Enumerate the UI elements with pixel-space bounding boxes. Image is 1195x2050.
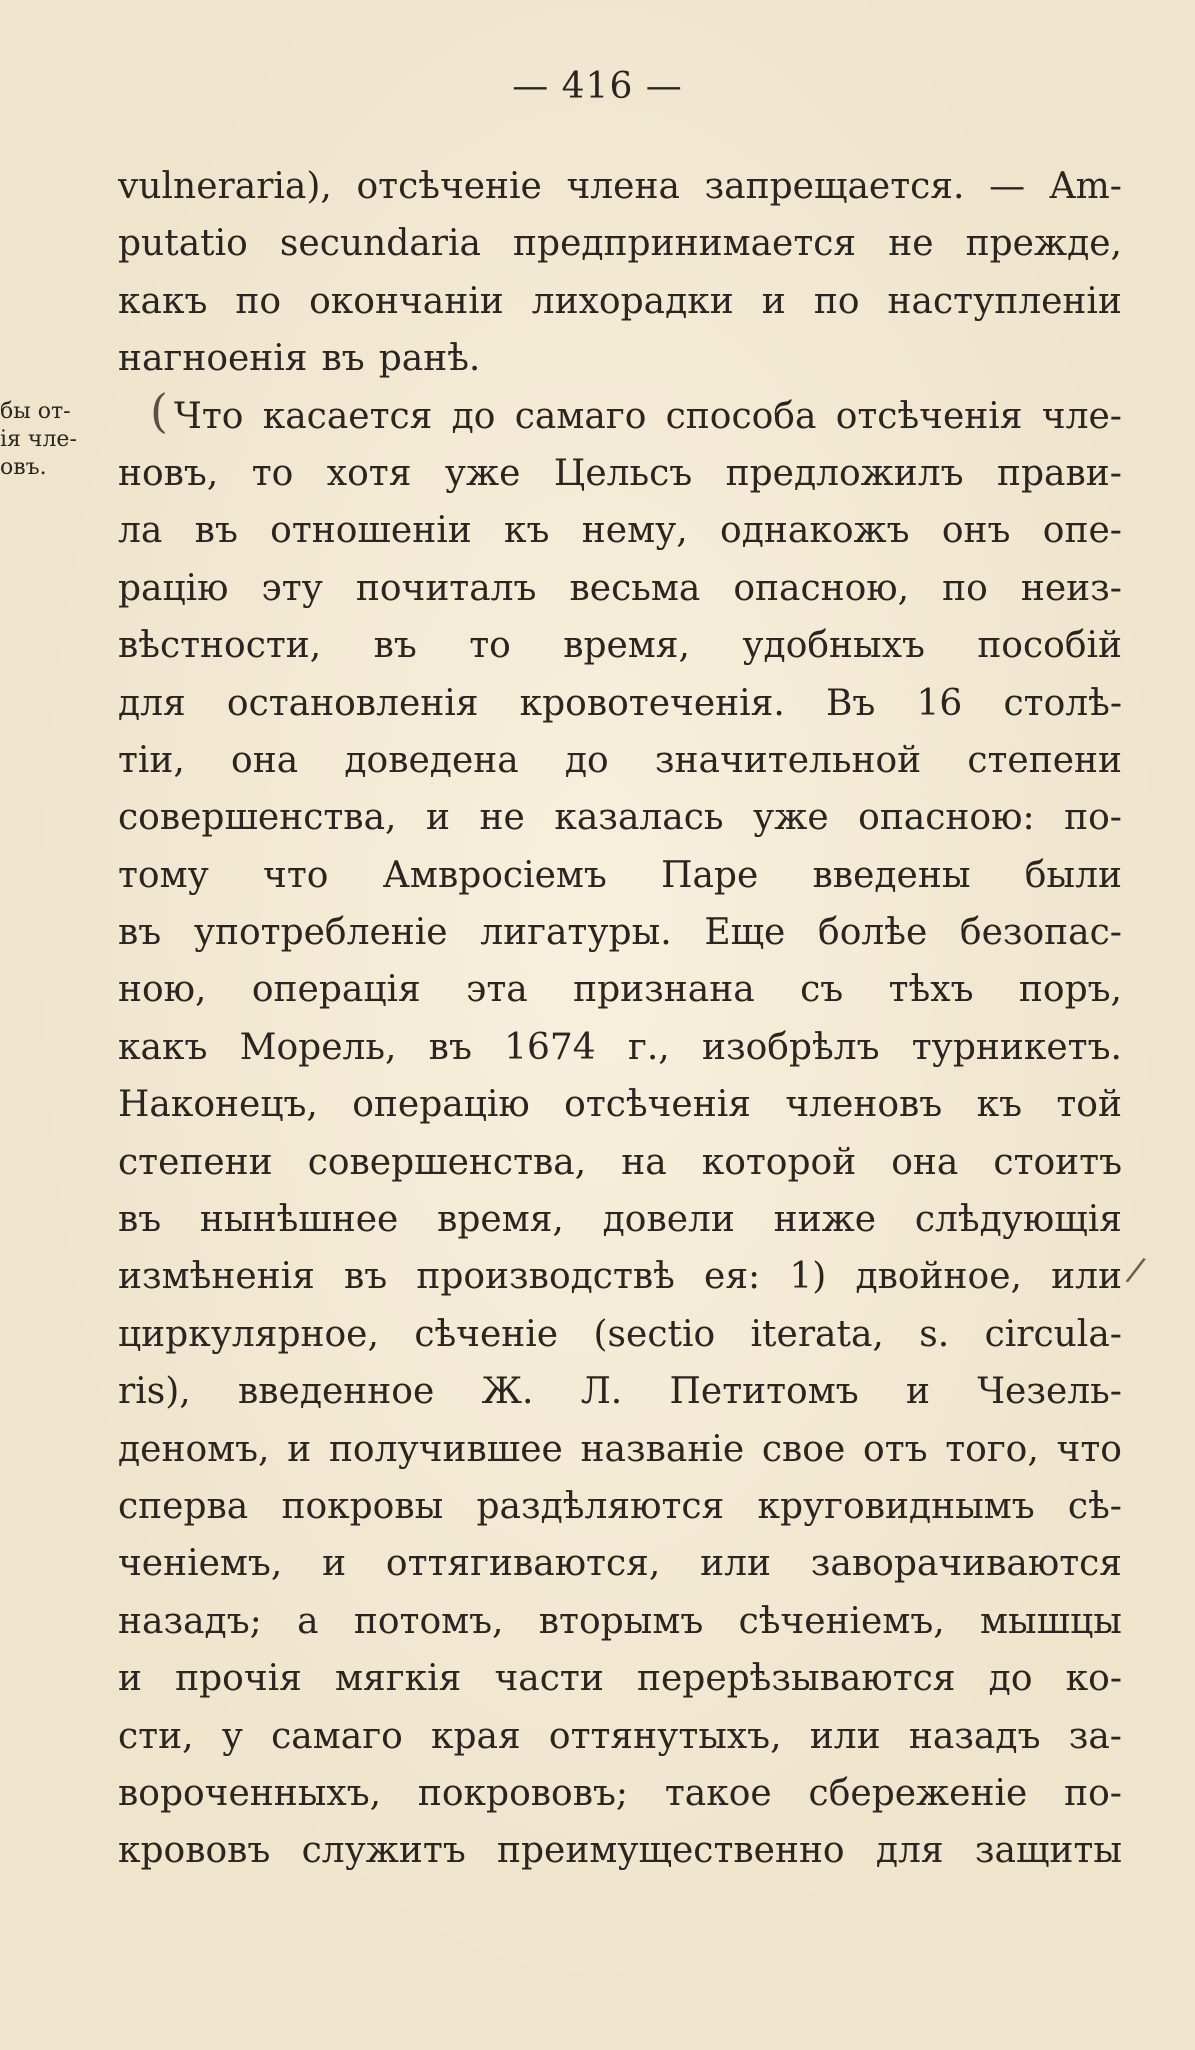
word: или: [700, 1543, 771, 1585]
word: введенное: [237, 1371, 435, 1413]
word: putatio: [118, 223, 248, 265]
word: сперва: [118, 1485, 249, 1527]
word: мышцы: [980, 1600, 1122, 1642]
word: степени: [118, 1141, 273, 1183]
text-line: [118, 847, 1122, 904]
word: наступленіи: [887, 280, 1122, 322]
word: запрещается.: [704, 166, 965, 207]
text-line: [118, 961, 1122, 1018]
word: способа: [665, 395, 817, 437]
word: и: [905, 1371, 930, 1413]
word: самаго: [514, 395, 647, 437]
word: края: [430, 1715, 521, 1757]
word: опе-: [1042, 510, 1122, 552]
word: довели: [602, 1199, 735, 1241]
word: стоитъ: [993, 1141, 1122, 1183]
word: оттягиваются,: [385, 1543, 661, 1585]
text-line: [118, 215, 1122, 272]
word: части: [494, 1658, 604, 1700]
word: Амвросіемъ: [382, 854, 607, 896]
word: ко-: [1065, 1658, 1122, 1700]
word: iterata,: [750, 1313, 884, 1355]
word: для: [118, 682, 186, 724]
word: ris),: [118, 1371, 191, 1413]
text-line: [118, 1650, 1122, 1707]
word: слѣдующія: [914, 1199, 1122, 1241]
text-line: [118, 1478, 1122, 1535]
word: не: [888, 223, 934, 265]
word: не: [479, 797, 525, 839]
text-line: [118, 1535, 1122, 1592]
word: сѣченіемъ,: [738, 1600, 945, 1642]
text-line: [118, 388, 1122, 445]
word: весьма: [569, 567, 701, 609]
word: по: [813, 280, 860, 322]
word: измѣненія: [118, 1256, 315, 1298]
word: Петитомъ: [669, 1371, 859, 1413]
word: что: [263, 854, 329, 896]
word: покровы: [281, 1485, 444, 1527]
word: онъ: [941, 510, 1011, 552]
word: до: [988, 1658, 1033, 1700]
word: крововъ: [118, 1830, 271, 1872]
word: доведена: [344, 739, 519, 781]
word: уже: [753, 797, 829, 839]
text-line: [118, 1248, 1122, 1305]
word: прежде,: [965, 223, 1122, 265]
word: по: [235, 280, 282, 322]
text-line: [118, 675, 1122, 732]
word: Морель,: [239, 1026, 397, 1068]
word: степени: [967, 739, 1122, 781]
text-line: [118, 560, 1122, 617]
margin-note: [0, 398, 115, 482]
word: рацію: [118, 567, 229, 609]
word: г.,: [627, 1026, 670, 1068]
word: и: [287, 1428, 312, 1470]
word: она: [891, 1141, 959, 1183]
word: для: [875, 1830, 944, 1872]
text-line: [118, 1134, 1122, 1191]
word: или: [809, 1715, 881, 1757]
word: производствѣ: [416, 1256, 675, 1298]
word: въ: [428, 1026, 472, 1068]
word: и: [426, 797, 450, 839]
text-line: [118, 904, 1122, 961]
word: казалась: [554, 797, 724, 839]
word: мягкія: [335, 1658, 462, 1700]
word: въ: [118, 1199, 162, 1241]
margin-note-line: овъ.: [0, 455, 47, 480]
word: поръ,: [1018, 969, 1122, 1011]
word: совершенства,: [118, 797, 397, 839]
word: безопас-: [959, 912, 1122, 954]
word: введены: [812, 854, 971, 896]
word: по: [942, 567, 988, 609]
word: перерѣзываются: [636, 1658, 956, 1700]
word: вороченныхъ,: [118, 1772, 382, 1814]
word: сбереженіе: [808, 1772, 1028, 1814]
word: Чезель-: [977, 1371, 1122, 1413]
word: въ: [321, 338, 365, 380]
word: 1): [789, 1256, 827, 1298]
word: и: [118, 1658, 142, 1700]
word: были: [1024, 854, 1122, 896]
word: Еще: [704, 912, 786, 954]
text-line: [118, 1822, 1122, 1879]
word: за-: [1068, 1715, 1122, 1757]
word: чле-: [1041, 395, 1122, 437]
word: неиз-: [1020, 567, 1122, 609]
word: операція: [251, 969, 421, 1011]
word: назадъ;: [118, 1600, 262, 1642]
text-line: [118, 273, 1122, 330]
text-line: [118, 330, 1122, 387]
text-line: [118, 1421, 1122, 1478]
word: Л.: [580, 1371, 623, 1413]
word: по-: [1064, 797, 1122, 839]
word: она: [231, 739, 299, 781]
word: secundaria: [279, 223, 481, 265]
word: какъ: [118, 1026, 208, 1068]
word: то: [469, 625, 511, 667]
word: циркулярное,: [118, 1313, 379, 1355]
word: того,: [945, 1428, 1039, 1470]
text-line: [118, 1363, 1122, 1420]
word: въ: [373, 625, 417, 667]
word: на: [621, 1141, 667, 1183]
word: лигатуры.: [480, 912, 672, 954]
word: кровотеченія.: [519, 682, 785, 724]
word: такое: [664, 1772, 772, 1814]
word: опасною,: [733, 567, 910, 609]
word: или: [1051, 1256, 1122, 1298]
word: Ж.: [481, 1371, 534, 1413]
text-line: [118, 1593, 1122, 1650]
word: ною,: [118, 969, 207, 1011]
text-line: [118, 789, 1122, 846]
word: хотя: [326, 452, 412, 494]
word: сти,: [118, 1715, 194, 1757]
word: ченіемъ,: [118, 1543, 283, 1585]
word: пособій: [977, 625, 1122, 667]
word: тѣхъ: [888, 969, 974, 1011]
word: vulneraria),: [118, 166, 332, 207]
word: которой: [701, 1141, 857, 1183]
word: до: [564, 739, 609, 781]
word: совершенства,: [307, 1141, 587, 1183]
word: отсѣченія: [564, 1084, 751, 1126]
word: вѣстности,: [118, 625, 322, 667]
word: опасною:: [858, 797, 1035, 839]
word: эта: [466, 969, 528, 1011]
word: отъ: [863, 1428, 928, 1470]
text-line: [118, 1708, 1122, 1765]
word: нему,: [581, 510, 688, 552]
word: 16: [916, 682, 963, 724]
word: удобныхъ: [742, 625, 925, 667]
word: той: [1056, 1084, 1122, 1126]
word: сѣченіе: [414, 1313, 559, 1355]
pencil-bracket-mark: (: [150, 384, 168, 438]
margin-note-line: бы от-: [0, 399, 71, 424]
word: то: [251, 452, 294, 494]
margin-note-line: ія чле-: [0, 427, 77, 452]
word: у: [221, 1715, 243, 1757]
word: преимущественно: [497, 1830, 845, 1872]
text-line: [118, 445, 1122, 502]
word: деномъ,: [118, 1428, 270, 1470]
word: нагноенія: [118, 338, 308, 380]
word: что: [1056, 1428, 1122, 1470]
word: предложилъ: [725, 452, 964, 494]
word: самаго: [271, 1715, 403, 1757]
word: тіи,: [118, 739, 185, 781]
text-line: [118, 1019, 1122, 1076]
word: къ: [976, 1084, 1022, 1126]
word: —: [989, 166, 1026, 207]
text-line: [118, 158, 1122, 215]
word: Наконецъ,: [118, 1084, 318, 1126]
word: Am-: [1049, 166, 1122, 207]
word: вторымъ: [538, 1600, 704, 1642]
word: потомъ,: [353, 1600, 504, 1642]
word: ранѣ.: [378, 338, 481, 380]
word: время,: [437, 1199, 564, 1241]
word: турникетъ.: [911, 1026, 1122, 1068]
text-line: [118, 1191, 1122, 1248]
word: членовъ: [785, 1084, 943, 1126]
body-text: [118, 158, 1122, 1880]
word: Цельсъ: [553, 452, 693, 494]
word: прави-: [997, 452, 1122, 494]
word: и: [761, 280, 786, 322]
word: (sectio: [593, 1313, 716, 1355]
word: круговиднымъ: [757, 1485, 1035, 1527]
word: предпринимается: [513, 223, 857, 265]
word: s.: [919, 1313, 950, 1355]
word: въ: [118, 912, 162, 954]
word: отсѣченія: [835, 395, 1023, 437]
word: остановленія: [226, 682, 479, 724]
word: прочія: [175, 1658, 302, 1700]
word: Паре: [661, 854, 759, 896]
text-line: [118, 732, 1122, 789]
word: нынѣшнее: [199, 1199, 399, 1241]
word: Въ: [825, 682, 876, 724]
page-number: — 416 —: [512, 66, 683, 107]
word: признана: [573, 969, 755, 1011]
word: свое: [761, 1428, 846, 1470]
word: столѣ-: [1003, 682, 1122, 724]
word: раздѣляются: [476, 1485, 725, 1527]
word: покрововъ;: [417, 1772, 629, 1814]
pencil-tick-mark: /: [1123, 1249, 1148, 1291]
word: отношеніи: [270, 510, 472, 552]
word: ниже: [773, 1199, 877, 1241]
word: значительной: [654, 739, 922, 781]
word: лихорадки: [531, 280, 734, 322]
word: служитъ: [301, 1830, 466, 1872]
word: время,: [563, 625, 690, 667]
word: къ: [504, 510, 550, 552]
word: сѣ-: [1067, 1485, 1122, 1527]
word: какъ: [118, 280, 208, 322]
word: почиталъ: [355, 567, 537, 609]
word: Что: [174, 395, 244, 437]
word: названіе: [580, 1428, 745, 1470]
word: отсѣченіе: [356, 166, 542, 207]
text-line: [118, 502, 1122, 559]
word: и: [322, 1543, 347, 1585]
word: до: [451, 395, 496, 437]
word: а: [297, 1600, 319, 1642]
text-line: [118, 1306, 1122, 1363]
word: изобрѣлъ: [701, 1026, 880, 1068]
word: употребленіе: [193, 912, 448, 954]
word: 1674: [504, 1026, 596, 1068]
word: въ: [344, 1256, 388, 1298]
word: окончаніи: [309, 280, 504, 322]
word: ла: [118, 510, 163, 552]
word: тому: [118, 854, 209, 896]
word: эту: [261, 567, 323, 609]
word: касается: [262, 395, 433, 437]
text-line: [118, 1076, 1122, 1133]
word: новъ,: [118, 452, 219, 494]
word: однакожъ: [720, 510, 910, 552]
word: болѣе: [818, 912, 928, 954]
word: двойное,: [855, 1256, 1022, 1298]
word: заворачиваются: [810, 1543, 1122, 1585]
word: съ: [800, 969, 844, 1011]
word: защиты: [974, 1830, 1122, 1872]
word: ея:: [704, 1256, 761, 1298]
word: члена: [566, 166, 680, 207]
word: назадъ: [908, 1715, 1041, 1757]
word: получившее: [328, 1428, 563, 1470]
word: circula-: [984, 1313, 1122, 1355]
word: по-: [1064, 1772, 1122, 1814]
text-line: [118, 617, 1122, 674]
word: оттянутыхъ,: [548, 1715, 782, 1757]
word: уже: [444, 452, 521, 494]
text-line: [118, 1765, 1122, 1822]
word: операцію: [352, 1084, 530, 1126]
word: въ: [194, 510, 238, 552]
